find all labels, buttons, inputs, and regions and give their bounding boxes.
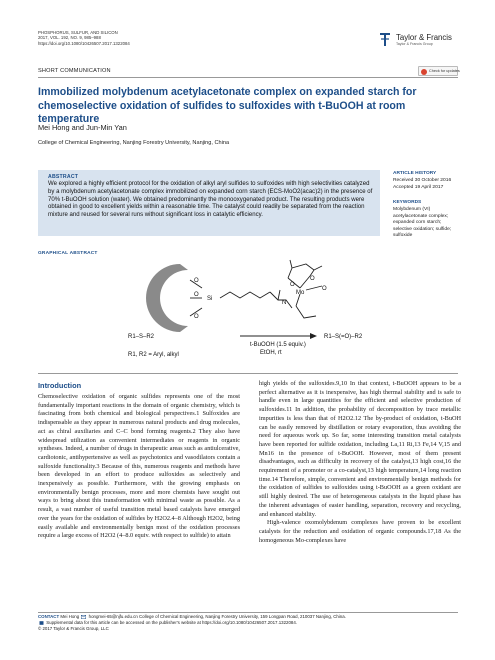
ga-si-label: Si [207,296,213,302]
supplemental-text: Supplemental data for this article can be accessed on the publisher's website at https://doi.org/10.1080/10426507.2017.1322084. [46,620,298,626]
reaction-arrow-head [310,333,317,339]
ga-mo-label: Mo [296,290,305,296]
updates-label: Check for updates [429,69,460,73]
footer-divider [38,612,458,613]
article-title: Immobilized molybdenum acetylacetonate complex on expanded starch for chemoselective oxidation of sulfides to sulfoxides with t-BuOOH at room temperature [38,86,417,125]
body-column-left [38,393,240,541]
ga-conditions-1: t-BuOOH (1.5 equiv.) [250,342,306,348]
body-column-right [259,380,461,545]
abstract-text: We explored a highly efficient protocol for the oxidation of alkyl aryl sulfides to sulfoxides with high selectivities catalyzed by a molybdenum acetylacetonate complex immobilized on expanded corn starch (ECS-MoO2(acac)2) in the presence of 70% t-BuOOH solution (water). We obtained predominantly the monooxygenated product. The resulting products were obtained in good to excellent yields within a reasonable time. The catalyst could readily be separated from the reaction mixture and reused for several runs without significant loss in catalytic efficiency. [48,181,373,219]
accepted-date: Accepted 19 April 2017 [393,184,444,190]
article-history-heading: ARTICLE HISTORY [393,171,437,176]
ga-substrate: R1–S–R2 [128,334,155,340]
header-divider [38,77,458,78]
ga-r-groups: R1, R2 = Aryl, alkyl [128,352,179,358]
intro-paragraph: Chemoselective oxidation of organic sulfides represents one of the most fundamentally important reactions in the domain of organic chemistry, which is fascinating from both chemical and biological perspectives.1 Sulfoxides are indispensable as they appear in numerous natural products and drug molecules, act as chiral auxiliaries and C–C bond forming reagents.2 They also have widespread utilization as convenient intermediates or reagents in organic syntheses. Indeed, a number of drugs in therapeutic areas such as antiulcerative, cardiotonic, antihypertensive as well as psychotonics and vasodilators contain a sulfoxide functionality.3 Because of this, numerous reagents and methods have been developed in an effort to produce sulfoxides as selectively and inexpensively as possible. Furthermore, with the growing emphasis on environmentally benign processes, more and more chemists have sought out ways to bring about this transformation with minimal waste as possible. As a result, a vast number of useful transition metal based catalysts have emerged over the years for the oxidation of sulfides by H2O2.4–8 Although H2O2, being easily available and environmentally benign most of the oxidation processes require a large excess of H2O2 (4–8.0 equiv. with respect to sulfide) to attain [38,393,240,540]
publisher-logo-icon [378,32,392,47]
starch-support [146,264,188,332]
section-divider [38,373,458,374]
ga-o-label-2: O [194,292,199,298]
ga-n-label: N [282,300,287,306]
check-for-updates-button[interactable] [418,66,458,76]
received-date: Received 30 October 2016 [393,178,452,183]
journal-info [38,30,130,46]
supplemental-data-icon [39,621,44,625]
ga-o-label-1: O [194,278,199,284]
introduction-heading: Introduction [38,381,82,390]
publisher-group: Taylor & Francis Group [396,42,433,46]
ga-product: R1–S(=O)–R2 [324,334,363,340]
copyright: © 2017 Taylor & Francis Group, LLC [38,626,109,632]
ga-o-label-3: O [194,314,199,320]
contact-address: College of Chemical Engineering, Nanjing Forestry University, 159 Longpan Road, 210037 Nanjing, China. [139,614,346,619]
contact-email-link[interactable]: hongmei-65@njfu.edu.cn [88,614,138,619]
contact-label: CONTACT [38,614,60,619]
contact-name: Mei Hong [60,614,80,619]
journal-name: PHOSPHORUS, SULFUR, AND SILICON [38,30,118,35]
affiliation: College of Chemical Engineering, Nanjing Forestry University, Nanjing, China [38,140,230,146]
journal-volume: 2017, VOL. 192, NO. 9, 985–988 [38,35,101,41]
publisher-name: Taylor & Francis [396,33,452,42]
journal-doi-link[interactable]: https://doi.org/10.1080/10426507.2017.1322084 [38,40,130,46]
article-history [393,178,451,191]
footer [38,614,478,633]
ga-o-acac-2: O [310,276,315,282]
article-type: SHORT COMMUNICATION [38,68,111,74]
updates-icon [421,69,427,75]
graphical-abstract [110,258,410,366]
email-icon [81,615,86,619]
abstract-heading: ABSTRACT [48,174,79,180]
keywords: Molybdenum (VI) acetylacetonate complex; expanded corn starch; selective oxidation; sulfide; sulfoxide [393,207,452,239]
authors: Mei Hong and Jun-Min Yan [38,123,127,132]
publisher-logo [378,30,458,50]
intro-paragraph: high yields of the sulfoxides.9,10 In that context, t-BuOOH appears to be a perfect alternative as it is inexpensive, has high thermal stability and is safe to handle even in large quantities for the efficient and selective production of sulfoxides.11 In addition, the probability of decomposition by trace metallic impurities is less than that of H2O2.12 The by-product of oxidation, t-BuOH can be easily removed by distillation or rotary evaporation, thus avoiding the need for aqueous work up. So far, some interesting transition metal catalysts have been reported for sulfide oxidation, including La,11 Ri,13 Fe,14 V,15 and Mn16 in the presence of t-BuOOH. However, most of them present disadvantages, such as difficulty in recovery of the catalyst,13 high cost,16 the requirement of a promoter or a co-catalyst,13 high temperature,14 long reaction time.14 Therefore, simple, convenient and environmentally benign methods for the oxidation of sulfides to sulfoxides using t-BuOOH as a green oxidant are still highly desired. The use of heterogeneous catalysts in the liquid phase has the inherent advantages of easier handling, separation, recovery and recycling, and enhanced stability. [259,380,461,518]
keywords-heading: KEYWORDS [393,200,422,205]
ga-o-acac-1: O [290,282,295,288]
graphical-abstract-heading: GRAPHICAL ABSTRACT [38,251,98,256]
ga-o-oxo: O [322,286,327,292]
intro-paragraph: High-valence oxomolybdenum complexes have proven to be excellent catalysts for the reduction and oxidation of organic compounds.17,18 As the homogeneous Mo-complexes have [259,519,461,544]
ga-conditions-2: EtOH, rt [260,350,282,356]
